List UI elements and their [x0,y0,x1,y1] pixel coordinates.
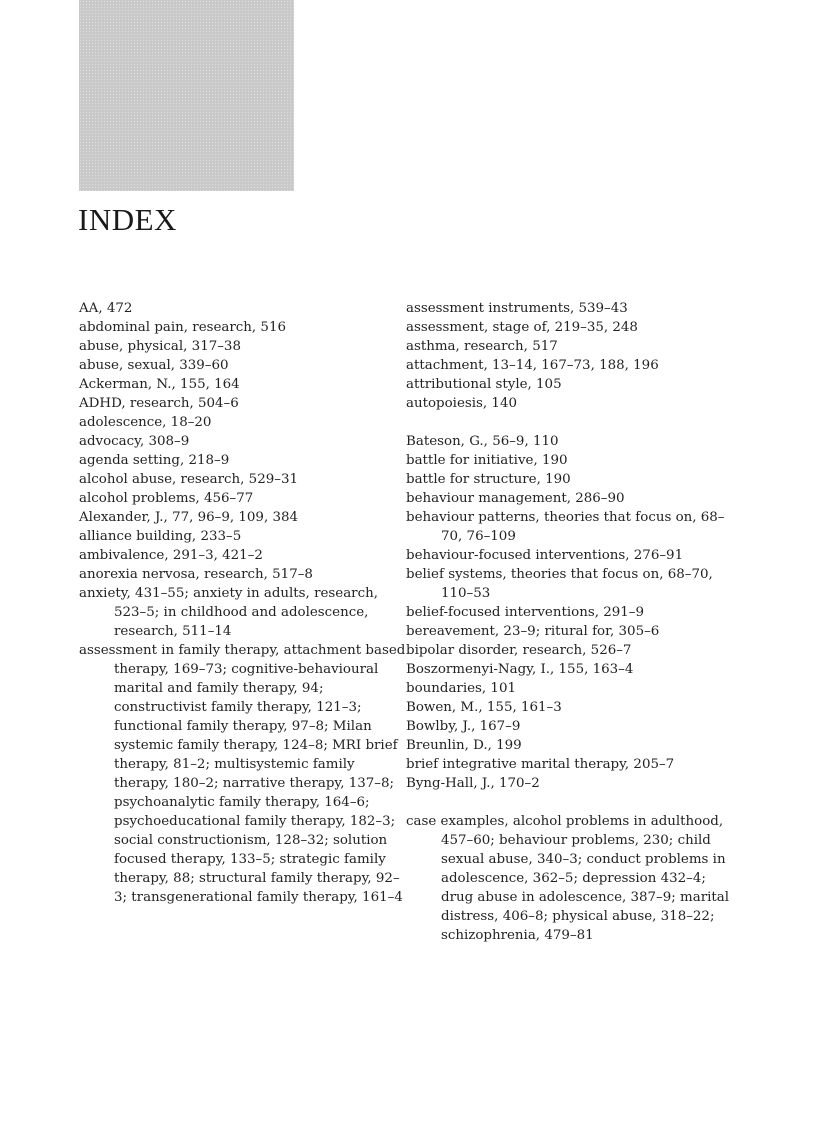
index-entry: adolescence, 18–20 [79,415,212,430]
index-entry: assessment in family therapy, attachment based therapy, 169–73; cognitive-behavioural marital and family therapy, 94; constructivist family therapy, 121–3; functional family therapy, 97–8; Milan systemic family therapy, 124–8; MRI brief therapy, 81–2; multisystemic family therapy, 180–2; narrative therapy, 137–8; psychoanalytic family therapy, 164–6; psychoeducational family therapy, 182–3; social constructionism, 128–32; solution focused therapy, 133–5; strategic family therapy, 88; structural family therapy, 92–3; transgenerational family therapy, 161–4 [79,643,406,905]
index-entry: AA, 472 [79,301,133,316]
index-column-right [406,299,736,945]
index-entry: bipolar disorder, research, 526–7 [406,643,632,658]
index-entry: autopoiesis, 140 [406,396,517,411]
index-entry: advocacy, 308–9 [79,434,190,449]
index-entry: ADHD, research, 504–6 [79,396,239,411]
index-entry: abuse, sexual, 339–60 [79,358,229,373]
index-entry: battle for initiative, 190 [406,453,568,468]
index-entry: abdominal pain, research, 516 [79,320,286,335]
index-entry: anorexia nervosa, research, 517–8 [79,567,313,582]
index-entry: Alexander, J., 77, 96–9, 109, 384 [79,510,299,525]
index-entry: attachment, 13–14, 167–73, 188, 196 [406,358,659,373]
index-entry: boundaries, 101 [406,681,516,696]
index-entry: battle for structure, 190 [406,472,571,487]
index-entry: assessment instruments, 539–43 [406,301,628,316]
index-entry: Bateson, G., 56–9, 110 [406,434,559,449]
index-entry: Boszormenyi-Nagy, I., 155, 163–4 [406,662,634,677]
index-entry: Ackerman, N., 155, 164 [79,377,240,392]
index-entry: alcohol problems, 456–77 [79,491,254,506]
index-column-left [79,299,409,907]
index-group-spacer [406,413,736,432]
index-entry: abuse, physical, 317–38 [79,339,241,354]
index-entry: agenda setting, 218–9 [79,453,230,468]
index-entry: alcohol abuse, research, 529–31 [79,472,298,487]
index-group-spacer [406,793,736,812]
index-entry: bereavement, 23–9; ritural for, 305–6 [406,624,660,639]
index-entry: attributional style, 105 [406,377,562,392]
index-entry: Breunlin, D., 199 [406,738,522,753]
index-entry: Byng-Hall, J., 170–2 [406,776,540,791]
index-entry: Bowen, M., 155, 161–3 [406,700,562,715]
index-entry: alliance building, 233–5 [79,529,242,544]
index-entry: belief-focused interventions, 291–9 [406,605,644,620]
index-entry: Bowlby, J., 167–9 [406,719,521,734]
page-title: INDEX [78,202,177,237]
index-entry: assessment, stage of, 219–35, 248 [406,320,638,335]
index-entry: anxiety, 431–55; anxiety in adults, research, 523–5; in childhood and adolescence, research, 511–14 [79,586,378,639]
index-entry: belief systems, theories that focus on, 68–70, 110–53 [406,567,713,601]
chapter-header-image [79,0,294,191]
index-entry: behaviour patterns, theories that focus on, 68–70, 76–109 [406,510,725,544]
index-entry: case examples, alcohol problems in adulthood, 457–60; behaviour problems, 230; child sexual abuse, 340–3; conduct problems in adolescence, 362–5; depression 432–4; drug abuse in adolescence, 387–9; marital distress, 406–8; physical abuse, 318–22; schizophrenia, 479–81 [406,814,730,943]
index-entry: behaviour-focused interventions, 276–91 [406,548,684,563]
index-entry: brief integrative marital therapy, 205–7 [406,757,675,772]
index-entry: ambivalence, 291–3, 421–2 [79,548,263,563]
index-entry: asthma, research, 517 [406,339,558,354]
index-entry: behaviour management, 286–90 [406,491,625,506]
